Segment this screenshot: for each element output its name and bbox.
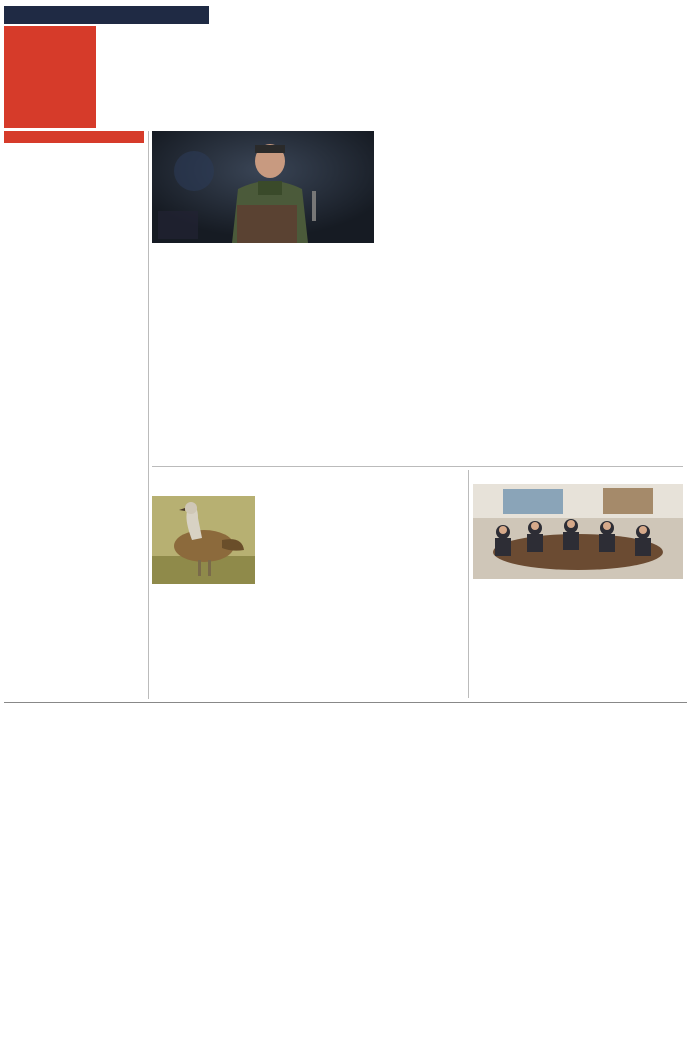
sidebar-divider xyxy=(148,131,149,699)
masthead-side-text xyxy=(102,30,212,126)
lead-body-col4 xyxy=(260,250,368,330)
lead-photo xyxy=(152,131,374,243)
ads-top-rule xyxy=(4,702,687,703)
council-body-col1 xyxy=(583,584,683,694)
masthead-date xyxy=(4,6,209,24)
sidebar-body xyxy=(4,177,144,697)
top-article-body-col3 xyxy=(234,34,379,94)
wildlife-body-col3 xyxy=(152,590,255,696)
wildlife-body-col1 xyxy=(365,496,464,696)
lead-body-col2 xyxy=(474,183,574,461)
wildlife-body-col2 xyxy=(260,496,360,696)
council-photo xyxy=(473,484,683,579)
lead-body-col1 xyxy=(580,183,683,461)
lead-body-col4b xyxy=(260,352,368,460)
lead-body-col5 xyxy=(152,250,255,460)
council-body-col2 xyxy=(473,584,575,694)
wildlife-photo-bustard xyxy=(152,496,255,584)
top-article-body-col2 xyxy=(386,34,531,94)
lead-body-col3b xyxy=(368,368,468,460)
top-article-body-col1 xyxy=(538,34,683,126)
lead-bottom-rule xyxy=(152,466,683,467)
council-divider xyxy=(468,470,469,698)
sidebar-label xyxy=(4,131,144,143)
masthead-logo-block xyxy=(4,26,96,128)
lead-body-col3 xyxy=(368,183,468,338)
